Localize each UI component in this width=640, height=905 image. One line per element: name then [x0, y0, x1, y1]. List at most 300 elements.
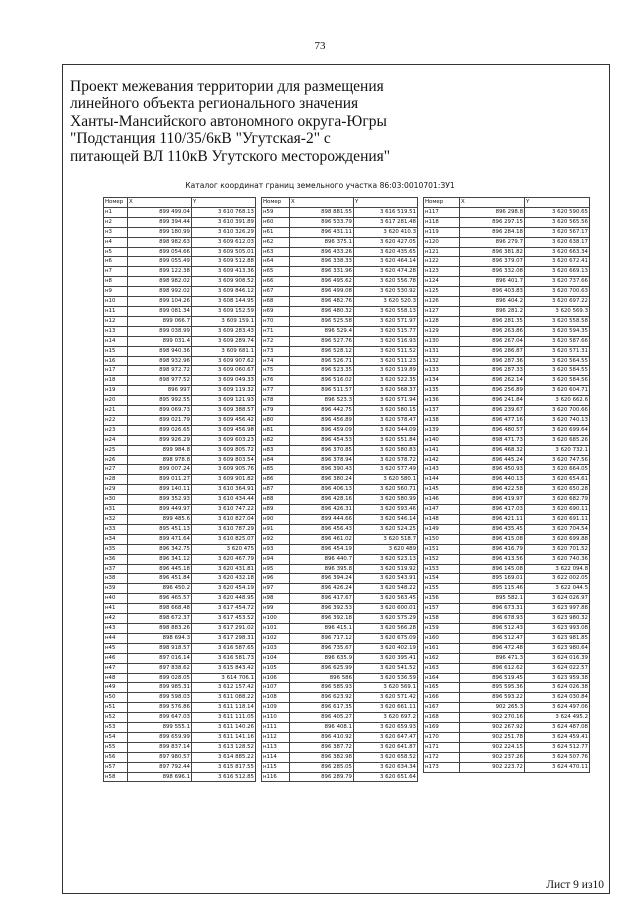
cell-num: н143: [424, 465, 460, 475]
cell-num: н42: [104, 614, 128, 624]
cell-x: 899 021.79: [128, 415, 192, 425]
table-row: [424, 386, 590, 396]
cell-num: н40: [104, 594, 128, 604]
cell-num: н28: [104, 475, 128, 485]
table-row: [104, 574, 256, 584]
table-row: [262, 406, 418, 416]
cell-y: 3 617 298.31: [192, 633, 256, 643]
sheet-label: Лист 9 из10: [546, 879, 604, 891]
cell-y: 3 620 474.28: [354, 267, 418, 277]
cell-y: 3 609 283.43: [192, 326, 256, 336]
cell-x: 896 480.57: [460, 425, 525, 435]
cell-y: 3 620 556.78: [354, 277, 418, 287]
cell-y: 3 623 993.08: [525, 623, 590, 633]
table-row: [262, 376, 418, 386]
table-row: [262, 297, 418, 307]
table-row: [424, 614, 590, 624]
cell-y: 3 620 701.52: [525, 544, 590, 554]
table-row: [424, 515, 590, 525]
table-row: [262, 326, 418, 336]
cell-y: 3 615 843.42: [192, 663, 256, 673]
cell-num: н139: [424, 425, 460, 435]
cell-x: 896 516.02: [290, 376, 354, 386]
cell-num: н52: [104, 713, 128, 723]
cell-num: н117: [424, 207, 460, 217]
table-row: [262, 614, 418, 624]
cell-x: 896 263.86: [460, 326, 525, 336]
table-row: [424, 485, 590, 495]
cell-x: 899 576.86: [128, 703, 192, 713]
cell-num: н20: [104, 396, 128, 406]
table-row: [424, 723, 590, 733]
cell-x: 899 985.31: [128, 683, 192, 693]
cell-y: 3 609 388.57: [192, 406, 256, 416]
cell-num: н21: [104, 406, 128, 416]
cell-num: н151: [424, 544, 460, 554]
table-row: [104, 376, 256, 386]
cell-y: 3 610 825.07: [192, 534, 256, 544]
cell-y: 3 610 747.22: [192, 505, 256, 515]
cell-y: 3 620 567.17: [525, 227, 590, 237]
cell-num: н163: [424, 663, 460, 673]
cell-x: 896 370.85: [290, 445, 354, 455]
cell-num: н32: [104, 515, 128, 525]
cell-x: 896 468.32: [460, 445, 525, 455]
cell-y: 3 612 157.42: [192, 683, 256, 693]
cell-y: 3 620 575.29: [354, 614, 418, 624]
cell-x: 896 281.35: [460, 316, 525, 326]
cell-x: 896 387.72: [290, 742, 354, 752]
table-row: [104, 445, 256, 455]
cell-x: 899 352.93: [128, 495, 192, 505]
cell-num: н145: [424, 485, 460, 495]
table-row: [262, 485, 418, 495]
cell-num: н35: [104, 544, 128, 554]
cell-x: 899 028.05: [128, 673, 192, 683]
title-line-4: "Подстанция 110/35/6кВ "Угутская-2" с: [70, 130, 331, 148]
cell-y: 3 610 326.29: [192, 227, 256, 237]
table-row: [262, 207, 418, 217]
cell-num: н107: [262, 683, 290, 693]
cell-num: н133: [424, 366, 460, 376]
cell-x: 896 286.87: [460, 346, 525, 356]
cell-num: н173: [424, 762, 460, 772]
cell-num: н2: [104, 217, 128, 227]
cell-y: 3 620 511.23: [354, 356, 418, 366]
cell-num: н71: [262, 326, 290, 336]
cell-x: 896 623.92: [290, 693, 354, 703]
cell-x: 899 026.65: [128, 425, 192, 435]
cell-x: 896 997: [128, 386, 192, 396]
cell-x: 896 612.62: [460, 663, 525, 673]
cell-num: н92: [262, 534, 290, 544]
cell-y: 3 620 569.3: [525, 306, 590, 316]
cell-y: 3 620 519.92: [354, 564, 418, 574]
table-row: [424, 227, 590, 237]
cell-x: 896 735.67: [290, 643, 354, 653]
table-row: [262, 594, 418, 604]
cell-x: 896 287.33: [460, 366, 525, 376]
cell-x: 896 382.98: [290, 752, 354, 762]
table-row: [104, 435, 256, 445]
cell-num: н1: [104, 207, 128, 217]
cell-x: 896 331.96: [290, 267, 354, 277]
cell-num: н3: [104, 227, 128, 237]
table-row: [104, 465, 256, 475]
cell-num: н70: [262, 316, 290, 326]
table-row: [104, 752, 256, 762]
cell-num: н84: [262, 455, 290, 465]
cell-num: н54: [104, 732, 128, 742]
cell-y: 3 609 289.74: [192, 336, 256, 346]
cell-x: 896 529.4: [290, 326, 354, 336]
table-row: [262, 574, 418, 584]
table-row: [262, 455, 418, 465]
table-row: [104, 623, 256, 633]
cell-x: 896 401.7: [460, 277, 525, 287]
cell-num: н41: [104, 604, 128, 614]
header-num: Номер: [104, 198, 128, 208]
cell-y: 3 622 002.05: [525, 574, 590, 584]
cell-y: 3 611 118.14: [192, 703, 256, 713]
cell-num: н80: [262, 415, 290, 425]
cell-x: 896 526.71: [290, 356, 354, 366]
cell-y: 3 620 402.19: [354, 643, 418, 653]
cell-num: н100: [262, 614, 290, 624]
cell-y: 3 623 997.88: [525, 604, 590, 614]
cell-x: 896 454.19: [290, 544, 354, 554]
cell-num: н18: [104, 376, 128, 386]
cell-x: 896 279.7: [460, 237, 525, 247]
table-row: [424, 534, 590, 544]
cell-x: 902 223.72: [460, 762, 525, 772]
cell-x: 898 982.02: [128, 277, 192, 287]
cell-x: 896 297.15: [460, 217, 525, 227]
cell-y: 3 620 467.79: [192, 554, 256, 564]
cell-num: н49: [104, 683, 128, 693]
cell-x: 899 038.99: [128, 326, 192, 336]
table-row: [262, 267, 418, 277]
table-row: [104, 762, 256, 772]
cell-x: 896 408.1: [290, 723, 354, 733]
cell-y: 3 620 489: [354, 544, 418, 554]
table-row: [262, 683, 418, 693]
cell-y: 3 620 682.79: [525, 495, 590, 505]
cell-x: 896 635.9: [290, 653, 354, 663]
table-row: [262, 336, 418, 346]
cell-y: 3 620 594.35: [525, 326, 590, 336]
table-row: [262, 287, 418, 297]
table-row: [262, 386, 418, 396]
table-row: [424, 277, 590, 287]
cell-y: 3 609 907.62: [192, 356, 256, 366]
cell-y: 3 620 647.47: [354, 732, 418, 742]
cell-x: 896 495.62: [290, 277, 354, 287]
cell-x: 896 426.24: [290, 584, 354, 594]
cell-num: н87: [262, 485, 290, 495]
table-row: [104, 772, 256, 782]
table-row: [424, 376, 590, 386]
cell-num: н6: [104, 257, 128, 267]
cell-y: 3 620 578.47: [354, 415, 418, 425]
cell-x: 896 403.83: [460, 287, 525, 297]
cell-y: 3 620 584.55: [525, 366, 590, 376]
table-row: [424, 396, 590, 406]
cell-y: 3 620 519.89: [354, 366, 418, 376]
cell-y: 3 616 587.65: [192, 643, 256, 653]
table-row: [424, 287, 590, 297]
table-row: [262, 762, 418, 772]
cell-x: 899 081.34: [128, 306, 192, 316]
cell-x: 896 527.76: [290, 336, 354, 346]
cell-num: н97: [262, 584, 290, 594]
cell-y: 3 609 505.01: [192, 247, 256, 257]
cell-y: 3 609 159.1: [192, 316, 256, 326]
cell-y: 3 624 470.11: [525, 762, 590, 772]
cell-x: 896 512.43: [460, 623, 525, 633]
cell-num: н43: [104, 623, 128, 633]
cell-y: 3 620 664.05: [525, 465, 590, 475]
table-row: [104, 604, 256, 614]
cell-num: н131: [424, 346, 460, 356]
cell-num: н26: [104, 455, 128, 465]
table-row: [424, 574, 590, 584]
cell-num: н147: [424, 505, 460, 515]
cell-x: 896 416.79: [460, 544, 525, 554]
cell-num: н22: [104, 415, 128, 425]
table-row: [104, 287, 256, 297]
cell-num: н37: [104, 564, 128, 574]
cell-num: н10: [104, 297, 128, 307]
cell-num: н15: [104, 346, 128, 356]
cell-num: н89: [262, 505, 290, 515]
cell-y: 3 620 558.13: [354, 306, 418, 316]
cell-x: 895 992.55: [128, 396, 192, 406]
cell-y: 3 620 685.26: [525, 435, 590, 445]
table-row: [262, 524, 418, 534]
cell-y: 3 620 520.3: [354, 297, 418, 307]
cell-num: н88: [262, 495, 290, 505]
cell-num: н17: [104, 366, 128, 376]
cell-y: 3 624 495.2: [525, 713, 590, 723]
cell-num: н98: [262, 594, 290, 604]
cell-x: 896 499.08: [290, 287, 354, 297]
cell-y: 3 620 700.63: [525, 287, 590, 297]
cell-x: 898 940.36: [128, 346, 192, 356]
cell-x: 896 456.43: [290, 524, 354, 534]
cell-x: 896 298.8: [460, 207, 525, 217]
table-row: [424, 742, 590, 752]
cell-y: 3 611 088.22: [192, 693, 256, 703]
cell-x: 898 977.52: [128, 376, 192, 386]
cell-y: 3 620 699.64: [525, 425, 590, 435]
table-row: [262, 732, 418, 742]
table-row: [424, 505, 590, 515]
cell-y: 3 620 654.61: [525, 475, 590, 485]
cell-num: н124: [424, 277, 460, 287]
cell-y: 3 620 669.13: [525, 267, 590, 277]
cell-x: 896 471.3: [460, 653, 525, 663]
cell-y: 3 611 111.05: [192, 713, 256, 723]
cell-x: 898 881.55: [290, 207, 354, 217]
table-row: [424, 366, 590, 376]
cell-y: 3 620 523.13: [354, 554, 418, 564]
cell-y: 3 623 980.64: [525, 643, 590, 653]
table-row: [424, 732, 590, 742]
cell-y: 3 623 959.38: [525, 673, 590, 683]
cell-num: н11: [104, 306, 128, 316]
cell-num: н85: [262, 465, 290, 475]
cell-x: 896 380.24: [290, 475, 354, 485]
table-row: [104, 485, 256, 495]
cell-x: 896 341.12: [128, 554, 192, 564]
cell-x: 899 444.66: [290, 515, 354, 525]
table-row: [104, 723, 256, 733]
cell-y: 3 624 016.39: [525, 653, 590, 663]
cell-num: н81: [262, 425, 290, 435]
cell-x: 896 442.75: [290, 406, 354, 416]
cell-y: 3 620 564.55: [525, 356, 590, 366]
cell-x: 896 477.16: [460, 415, 525, 425]
cell-x: 899 011.27: [128, 475, 192, 485]
cell-x: 898 982.63: [128, 237, 192, 247]
table-row: [262, 217, 418, 227]
cell-y: 3 620 699.88: [525, 534, 590, 544]
table-row: [424, 217, 590, 227]
cell-num: н72: [262, 336, 290, 346]
table-row: [262, 505, 418, 515]
table-row: [424, 495, 590, 505]
cell-y: 3 609 456.42: [192, 415, 256, 425]
table-row: [104, 237, 256, 247]
cell-x: 896 440.7: [290, 554, 354, 564]
cell-num: н59: [262, 207, 290, 217]
cell-x: 897 792.44: [128, 762, 192, 772]
table-row: [424, 564, 590, 574]
cell-num: н67: [262, 287, 290, 297]
table-row: [104, 564, 256, 574]
coordinates-catalog: [103, 197, 593, 892]
table-row: [424, 584, 590, 594]
cell-x: 896 419.97: [460, 495, 525, 505]
cell-y: 3 620 590.65: [525, 207, 590, 217]
cell-x: 898 694.3: [128, 633, 192, 643]
cell-y: 3 617 281.48: [354, 217, 418, 227]
cell-x: 896 342.75: [128, 544, 192, 554]
cell-num: н73: [262, 346, 290, 356]
cell-y: 3 609 060.67: [192, 366, 256, 376]
table-row: [424, 554, 590, 564]
table-row: [104, 693, 256, 703]
table-row: [424, 475, 590, 485]
cell-y: 3 620 604.71: [525, 386, 590, 396]
cell-y: 3 620 659.93: [354, 723, 418, 733]
cell-x: 898 932.96: [128, 356, 192, 366]
cell-y: 3 620 548.22: [354, 584, 418, 594]
cell-x: 899 031.4: [128, 336, 192, 346]
cell-x: 899 054.66: [128, 247, 192, 257]
cell-x: 896 381.82: [460, 247, 525, 257]
table-row: [262, 425, 418, 435]
table-row: [262, 554, 418, 564]
table-row: [262, 713, 418, 723]
cell-y: 3 620 558.58: [525, 316, 590, 326]
table-row: [104, 742, 256, 752]
table-row: [104, 217, 256, 227]
table-row: [262, 623, 418, 633]
cell-x: 896 287.36: [460, 356, 525, 366]
cell-x: 896 392.53: [290, 604, 354, 614]
cell-num: н118: [424, 217, 460, 227]
table-row: [424, 297, 590, 307]
cell-num: н164: [424, 673, 460, 683]
cell-y: 3 620 568.37: [354, 386, 418, 396]
table-row: [424, 643, 590, 653]
cell-num: н104: [262, 653, 290, 663]
cell-num: н170: [424, 732, 460, 742]
cell-y: 3 609 908.52: [192, 277, 256, 287]
table-row: [262, 564, 418, 574]
table-row: [424, 594, 590, 604]
cell-num: н167: [424, 703, 460, 713]
cell-y: 3 620 641.87: [354, 742, 418, 752]
cell-num: н79: [262, 406, 290, 416]
cell-y: 3 620 578.72: [354, 455, 418, 465]
table-row: [262, 584, 418, 594]
cell-x: 899 394.44: [128, 217, 192, 227]
cell-y: 3 620 475: [192, 544, 256, 554]
table-row: [424, 544, 590, 554]
cell-num: н30: [104, 495, 128, 505]
table-row: [262, 277, 418, 287]
header-y: Y: [525, 198, 590, 208]
cell-y: 3 620 634.34: [354, 762, 418, 772]
table-row: [262, 396, 418, 406]
table-row: [104, 643, 256, 653]
cell-x: 898 992.02: [128, 287, 192, 297]
cell-num: н113: [262, 742, 290, 752]
cell-num: н130: [424, 336, 460, 346]
cell-y: 3 620 560.71: [354, 485, 418, 495]
cell-num: н51: [104, 703, 128, 713]
cell-num: н112: [262, 732, 290, 742]
table-row: [104, 267, 256, 277]
cell-x: 896 482.76: [290, 297, 354, 307]
cell-y: 3 620 565.56: [525, 217, 590, 227]
cell-x: 899 598.03: [128, 693, 192, 703]
cell-num: н115: [262, 762, 290, 772]
cell-y: 3 609 413.36: [192, 267, 256, 277]
cell-y: 3 620 410.3: [354, 227, 418, 237]
project-title: [70, 78, 590, 165]
table-row: [262, 445, 418, 455]
cell-num: н96: [262, 574, 290, 584]
cell-x: 896 519.45: [460, 673, 525, 683]
cell-y: 3 620 454.19: [192, 584, 256, 594]
header-x: X: [290, 198, 354, 208]
table-row: [424, 604, 590, 614]
cell-y: 3 610 364.91: [192, 485, 256, 495]
cell-num: н74: [262, 356, 290, 366]
cell-num: н63: [262, 247, 290, 257]
header-num: Номер: [424, 198, 460, 208]
cell-num: н165: [424, 683, 460, 693]
cell-y: 3 620 551.84: [354, 435, 418, 445]
cell-x: 899 069.73: [128, 406, 192, 416]
cell-x: 898 471.73: [460, 435, 525, 445]
cell-y: 3 620 651.64: [354, 772, 418, 782]
cell-num: н135: [424, 386, 460, 396]
